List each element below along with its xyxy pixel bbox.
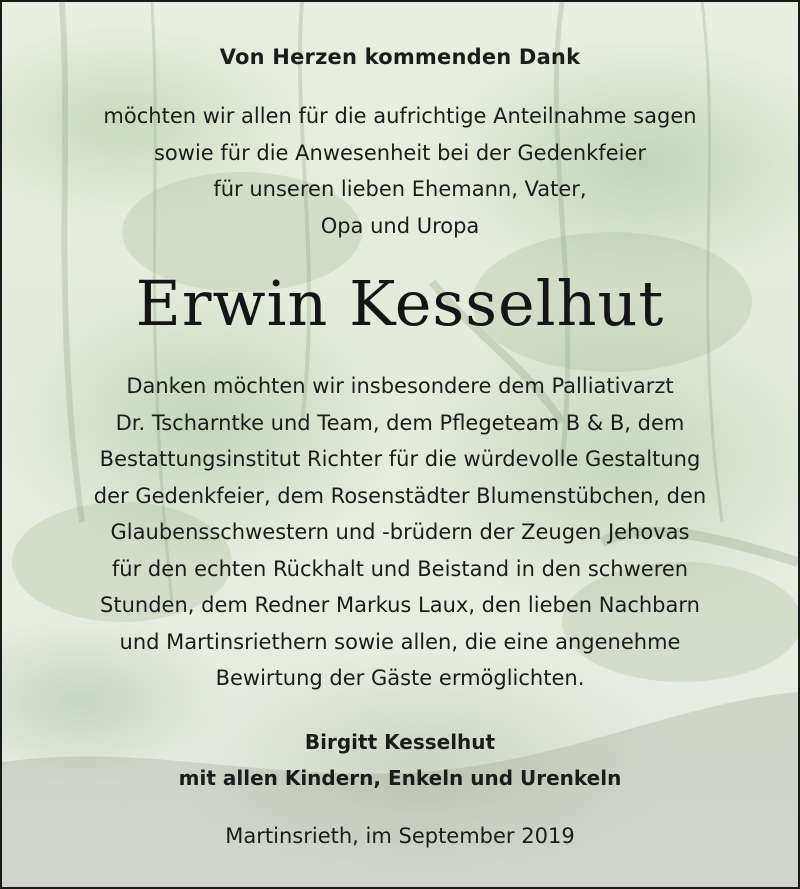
thanks-line: Danken möchten wir insbesondere dem Palliativarzt xyxy=(126,374,674,398)
signature-name: Birgitt Kesselhut xyxy=(304,730,496,754)
intro-paragraph xyxy=(2,98,798,244)
intro-line: möchten wir allen für die aufrichtige Anteilnahme sagen xyxy=(103,104,697,128)
intro-line: für unseren lieben Ehemann, Vater, xyxy=(213,177,587,201)
thanks-line: der Gedenkfeier, dem Rosenstädter Blumenstübchen, den xyxy=(93,483,707,508)
signature-family: mit allen Kindern, Enkeln und Urenkeln xyxy=(178,766,622,790)
intro-line: Opa und Uropa xyxy=(320,213,480,238)
thanks-line: Glaubensschwestern und -brüdern der Zeugen Jehovas xyxy=(110,520,690,544)
thanks-line: und Martinsriethern sowie allen, die eine angenehme xyxy=(119,629,681,654)
intro-line: sowie für die Anwesenheit bei der Gedenkfeier xyxy=(153,140,646,165)
place-and-date: Martinsrieth, im September 2019 xyxy=(225,824,575,848)
deceased-name: Erwin Kesselhut xyxy=(135,267,665,340)
signature-block xyxy=(2,724,798,796)
thanks-line: Dr. Tscharntke und Team, dem Pflegeteam B & B, dem xyxy=(115,410,685,435)
thanks-paragraph xyxy=(2,368,798,697)
thanks-line: für den echten Rückhalt und Beistand in den schweren xyxy=(111,556,689,581)
notice-heading: Von Herzen kommenden Dank xyxy=(219,45,581,69)
thanks-line: Bestattungsinstitut Richter für die würdevolle Gestaltung xyxy=(99,447,701,471)
thanks-line: Bewirtung der Gäste ermöglichten. xyxy=(215,666,585,690)
thanks-line: Stunden, dem Redner Markus Laux, den lieben Nachbarn xyxy=(100,593,700,617)
